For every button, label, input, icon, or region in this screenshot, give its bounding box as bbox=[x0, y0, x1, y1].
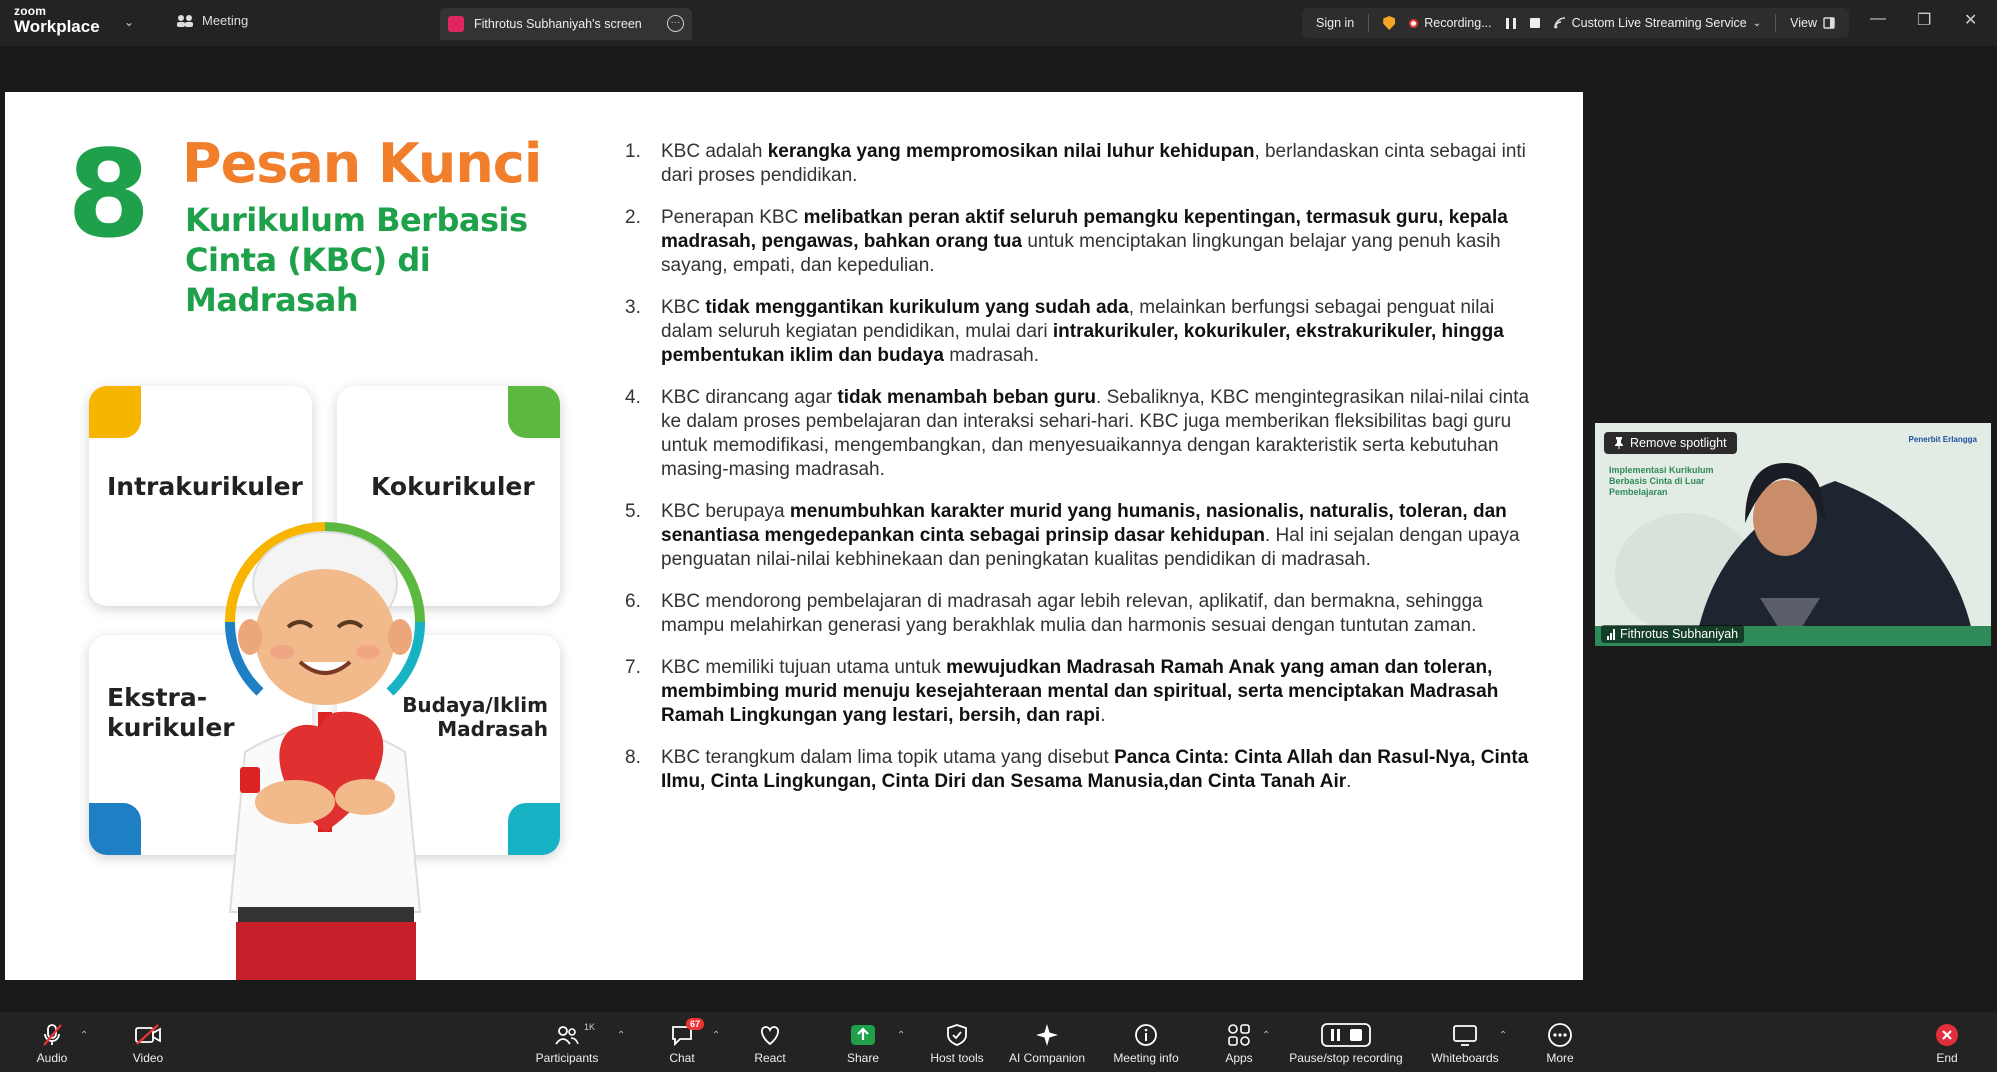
meeting-info-button[interactable] bbox=[1108, 1022, 1184, 1065]
audio-button[interactable] bbox=[32, 1022, 72, 1065]
key-point-item bbox=[625, 500, 1540, 572]
key-point-number: 7. bbox=[625, 657, 641, 678]
streaming-icon bbox=[1554, 17, 1566, 29]
audio-label: Audio bbox=[36, 1051, 68, 1065]
more-button[interactable] bbox=[1542, 1022, 1578, 1065]
key-point-text: KBC mendorong pembelajaran di madrasah agar lebih relevan, aplikatif, dan bermakna, sehingga mampu melahirkan generasi yang berakhlak mulia dan harmonis sesuai dengan tuntutan zaman. bbox=[661, 591, 1483, 636]
divider bbox=[1368, 14, 1369, 32]
card-label-line: kurikuler bbox=[107, 713, 235, 742]
more-label: More bbox=[1546, 1051, 1574, 1065]
streaming-menu[interactable] bbox=[1554, 16, 1761, 30]
background-slide-text: Implementasi Kurikulum Berbasis Cinta di Luar Pembelajaran bbox=[1609, 465, 1714, 497]
ai-companion-button[interactable] bbox=[1004, 1022, 1090, 1065]
close-icon[interactable]: ✕ bbox=[1964, 12, 1978, 29]
key-point-text: KBC adalah kerangka yang mempromosikan nilai luhur kehidupan, berlandaskan cinta sebagai inti dari proses pendidikan. bbox=[661, 141, 1526, 186]
brand-small: zoom bbox=[14, 4, 47, 18]
meeting-toolbar bbox=[0, 1012, 1997, 1072]
signal-icon bbox=[1607, 629, 1615, 640]
card-label-line: Madrasah bbox=[437, 717, 548, 741]
key-point-item bbox=[625, 746, 1540, 794]
key-point-item bbox=[625, 140, 1540, 188]
card-corner bbox=[89, 386, 141, 438]
share-screen-icon bbox=[448, 16, 464, 32]
shield-icon[interactable] bbox=[1383, 16, 1395, 30]
participants-options-caret[interactable]: ⌃ bbox=[617, 1030, 626, 1041]
share-label: Share bbox=[846, 1051, 880, 1065]
whiteboards-options-caret[interactable]: ⌃ bbox=[1499, 1030, 1508, 1041]
audio-options-caret[interactable]: ⌃ bbox=[80, 1030, 89, 1041]
more-icon bbox=[1547, 1022, 1573, 1048]
end-meeting-button[interactable] bbox=[1932, 1022, 1962, 1065]
view-label: View bbox=[1790, 16, 1817, 30]
shared-slide bbox=[5, 92, 1583, 980]
whiteboards-button[interactable] bbox=[1428, 1022, 1502, 1065]
info-icon bbox=[1134, 1023, 1158, 1047]
card-label: Kokurikuler bbox=[371, 472, 535, 501]
key-point-text: KBC berupaya menumbuhkan karakter murid yang humanis, nasionalis, naturalis, toleran, dan senantiasa mengedepankan cinta sebagai prinsip dasar kehidupan. Hal ini sejalan dengan upaya penguatan nilai-nilai kebhinekaan dan peningkatan kualitas pendidikan di madrasah. bbox=[661, 501, 1520, 570]
key-point-item bbox=[625, 206, 1540, 278]
screen-tab-label: Fithrotus Subhaniyah's screen bbox=[474, 17, 642, 31]
recording-label: Recording... bbox=[1424, 16, 1492, 30]
key-point-number: 2. bbox=[625, 207, 641, 228]
recording-indicator[interactable] bbox=[1409, 16, 1491, 30]
card-label-line: Budaya/Iklim bbox=[402, 693, 548, 717]
react-button[interactable] bbox=[750, 1022, 790, 1065]
whiteboard-icon bbox=[1452, 1024, 1478, 1046]
apps-icon bbox=[1227, 1023, 1251, 1047]
key-point-text: Penerapan KBC melibatkan peran aktif seluruh pemangku kepentingan, termasuk guru, kepala madrasah, pengawas, bahkan orang tua untuk menciptakan lingkungan belajar yang penuh kasih sayang, empati, dan kepedulian. bbox=[661, 207, 1508, 276]
key-point-item bbox=[625, 386, 1540, 482]
react-label: React bbox=[754, 1051, 786, 1065]
pause-stop-icon bbox=[1321, 1023, 1371, 1047]
remove-spotlight-button[interactable] bbox=[1604, 432, 1737, 454]
subtitle-line: Cinta (KBC) di bbox=[185, 241, 431, 279]
chat-unread-badge: 67 bbox=[686, 1018, 704, 1030]
share-screen-icon bbox=[850, 1024, 876, 1046]
sign-in-link[interactable]: Sign in bbox=[1316, 16, 1355, 30]
card-corner bbox=[508, 803, 560, 855]
heart-icon bbox=[758, 1024, 782, 1046]
share-options-caret[interactable]: ⌃ bbox=[897, 1030, 906, 1041]
key-points-list bbox=[625, 140, 1540, 812]
chevron-down-icon[interactable]: ⌄ bbox=[124, 15, 135, 29]
card-corner bbox=[89, 803, 141, 855]
participant-video-tile[interactable] bbox=[1595, 423, 1991, 646]
pause-icon[interactable] bbox=[1506, 18, 1516, 29]
share-button[interactable] bbox=[843, 1022, 883, 1065]
zoom-logo bbox=[14, 5, 100, 35]
screen-share-tab[interactable] bbox=[440, 8, 692, 40]
key-point-number: 5. bbox=[625, 501, 641, 522]
meeting-icon bbox=[176, 14, 194, 28]
streaming-label: Custom Live Streaming Service bbox=[1571, 16, 1747, 30]
subtitle-line: Madrasah bbox=[185, 281, 359, 319]
key-point-item bbox=[625, 656, 1540, 728]
participant-name-label: Fithrotus Subhaniyah bbox=[1620, 627, 1739, 641]
shield-icon bbox=[947, 1024, 967, 1046]
spotlight-label: Remove spotlight bbox=[1630, 436, 1727, 450]
host-tools-button[interactable] bbox=[922, 1022, 992, 1065]
chevron-down-icon: ⌄ bbox=[1752, 17, 1762, 29]
key-point-number: 1. bbox=[625, 141, 641, 162]
apps-button[interactable] bbox=[1222, 1022, 1256, 1065]
meeting-tab[interactable] bbox=[176, 13, 248, 28]
stop-icon[interactable] bbox=[1530, 18, 1540, 28]
key-point-item bbox=[625, 590, 1540, 638]
key-point-text: KBC memiliki tujuan utama untuk mewujudkan Madrasah Ramah Anak yang aman dan toleran, membimbing murid menuju kesejahteraan mental dan spiritual, serta menciptakan Madrasah Ramah Lingkungan yang lestari, bersih, dan rapi. bbox=[661, 657, 1499, 726]
whiteboards-label: Whiteboards bbox=[1431, 1051, 1499, 1065]
pause-stop-recording-button[interactable] bbox=[1286, 1022, 1406, 1065]
slide-number: 8 bbox=[67, 126, 151, 265]
camera-off-icon bbox=[134, 1024, 162, 1046]
erlangga-logo: Penerbit Erlangga bbox=[1908, 435, 1977, 444]
card-corner bbox=[508, 386, 560, 438]
key-point-number: 8. bbox=[625, 747, 641, 768]
chat-label: Chat bbox=[669, 1051, 695, 1065]
ai-companion-label: AI Companion bbox=[1008, 1051, 1086, 1065]
meeting-info-label: Meeting info bbox=[1113, 1051, 1179, 1065]
top-right-controls bbox=[1302, 8, 1849, 38]
sparkle-icon bbox=[1035, 1023, 1059, 1047]
pin-icon bbox=[1614, 437, 1624, 449]
participants-icon bbox=[554, 1024, 580, 1046]
view-menu[interactable] bbox=[1790, 16, 1835, 30]
card-label: Intrakurikuler bbox=[107, 472, 303, 501]
divider bbox=[1775, 14, 1776, 32]
recording-dot-icon bbox=[1409, 19, 1418, 28]
view-icon bbox=[1823, 17, 1835, 29]
apps-options-caret[interactable]: ⌃ bbox=[1262, 1030, 1271, 1041]
key-point-text: KBC terangkum dalam lima topik utama yang disebut Panca Cinta: Cinta Allah dan Rasul-Nya, Cinta Ilmu, Cinta Lingkungan, Cinta Diri dan Sesama Manusia,dan Cinta Tanah Air. bbox=[661, 747, 1529, 792]
participants-button[interactable] bbox=[534, 1022, 600, 1065]
participant-name bbox=[1601, 625, 1744, 643]
key-point-number: 3. bbox=[625, 297, 641, 318]
video-feed bbox=[1595, 423, 1991, 646]
slide-subtitle bbox=[185, 200, 585, 320]
card-label-line: Ekstra- bbox=[107, 683, 208, 712]
key-point-number: 6. bbox=[625, 591, 641, 612]
slide-title-orange: Pesan Kunci bbox=[182, 132, 542, 195]
restore-icon[interactable]: ❐ bbox=[1917, 12, 1932, 29]
title-bar bbox=[0, 0, 1997, 46]
key-point-item bbox=[625, 296, 1540, 368]
host-tools-label: Host tools bbox=[930, 1051, 984, 1065]
key-point-number: 4. bbox=[625, 387, 641, 408]
minimize-icon[interactable]: — bbox=[1870, 10, 1886, 27]
pause-stop-label: Pause/stop recording bbox=[1289, 1051, 1403, 1065]
subtitle-line: Kurikulum Berbasis bbox=[185, 201, 528, 239]
end-call-icon bbox=[1935, 1023, 1959, 1047]
participants-label: Participants bbox=[535, 1051, 599, 1065]
key-point-text: KBC tidak menggantikan kurikulum yang sudah ada, melainkan berfungsi sebagai penguat nilai dalam seluruh kegiatan pendidikan, mulai dari intrakurikuler, kokurikuler, ekstrakurikuler, hingga pembentukan iklim dan budaya madrasah. bbox=[661, 297, 1504, 366]
key-point-text: KBC dirancang agar tidak menambah beban guru. Sebaliknya, KBC mengintegrasikan nilai-nilai cinta ke dalam proses pembelajaran dan interaksi sehari-hari. KBC juga memberikan fleksibilitas bagi guru untuk memodifikasi, mengembangkan, dan menyesuaikannya dengan karakteristik serta kebutuhan masing-masing madrasah. bbox=[661, 387, 1530, 480]
more-options-icon[interactable]: ··· bbox=[667, 15, 684, 32]
mic-muted-icon bbox=[41, 1023, 63, 1047]
chat-options-caret[interactable]: ⌃ bbox=[712, 1030, 721, 1041]
video-button[interactable] bbox=[128, 1022, 168, 1065]
participants-count: 1K bbox=[584, 1022, 596, 1032]
brand-big: Workplace bbox=[14, 17, 100, 36]
student-illustration bbox=[200, 512, 450, 980]
video-label: Video bbox=[132, 1051, 164, 1065]
apps-label: Apps bbox=[1225, 1051, 1253, 1065]
chat-button[interactable] bbox=[664, 1019, 701, 1065]
meeting-label: Meeting bbox=[202, 13, 249, 28]
end-label: End bbox=[1936, 1051, 1958, 1065]
